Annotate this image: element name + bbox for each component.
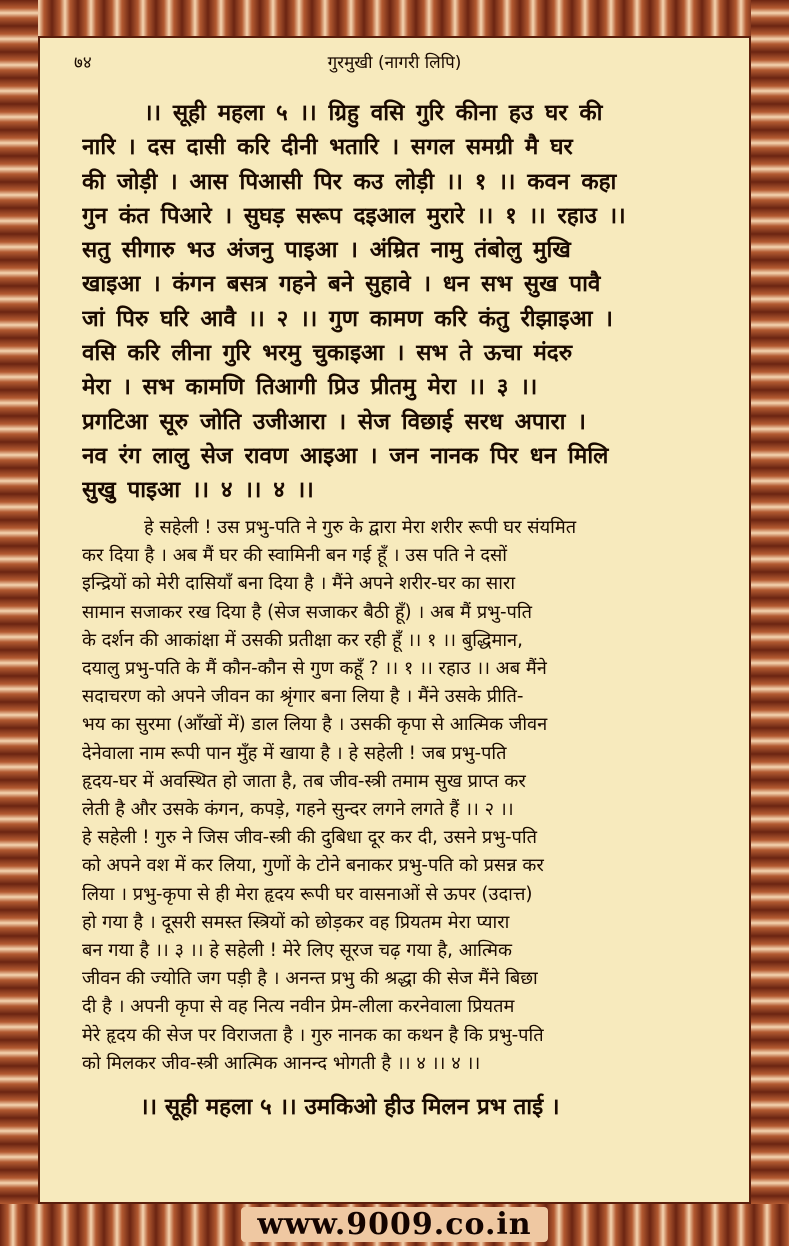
- page-header: [74, 50, 715, 78]
- next-verse-heading: ।। सूही महला ५ ।। उमकिओ हीउ मिलन प्रभ ताई ।: [140, 1094, 560, 1120]
- translation-line: कर दिया है । अब मैं घर की स्वामिनी बन गई हूँ । उस पति ने दसों: [82, 545, 508, 567]
- translation-line: दयालु प्रभु-पति के मैं कौन-कौन से गुण कहूँ ? ।। १ ।। रहाउ ।। अब मैंने: [82, 658, 547, 680]
- border-right-ornament: [751, 0, 789, 1246]
- translation-line: हे सहेली ! गुरु ने जिस जीव-स्त्री की दुबिधा दूर कर दी, उसने प्रभु-पति: [82, 827, 537, 849]
- translation-line: हे सहेली ! उस प्रभु-पति ने गुरु के द्वारा मेरा शरीर रूपी घर संयमित: [144, 517, 577, 538]
- border-top-ornament: [0, 0, 789, 36]
- translation-line: देनेवाला नाम रूपी पान मुँह में खाया है । हे सहेली ! जब प्रभु-पति: [82, 742, 507, 764]
- translation-line: के दर्शन की आकांक्षा में उसकी प्रतीक्षा कर रही हूँ ।। १ ।। बुद्धिमान,: [82, 629, 523, 651]
- verse-line: खाइआ । कंगन बसत्र गहने बने सुहावे । धन सभ सुख पावै: [82, 271, 601, 298]
- translation-line: लेती है और उसके कंगन, कपड़े, गहने सुन्दर लगने लगते हैं ।। २ ।।: [82, 799, 514, 821]
- verse-line: सतु सीगारु भउ अंजनु पाइआ । अंम्रित नामु तंबोलु मुखि: [82, 237, 571, 264]
- verse-line: गुन कंत पिआरे । सुघड़ सरूप दइआल मुरारे ।। १ ।। रहाउ ।।: [82, 202, 626, 229]
- footer-url-bar: [0, 1206, 789, 1244]
- page-number: ७४: [74, 53, 92, 73]
- verse-line: जां पिरु घरि आवै ।। २ ।। गुण कामण करि कंतु रीझाइआ ।: [82, 305, 613, 332]
- verse-line: ।। सूही महला ५ ।। ग्रिहु वसि गुरि कीना हउ घर की: [144, 100, 603, 126]
- hindi-translation: [82, 514, 725, 1078]
- translation-line: बन गया है ।। ३ ।। हे सहेली ! मेरे लिए सूरज चढ़ गया है, आत्मिक: [82, 940, 512, 962]
- verse-line: नव रंग लालु सेज रावण आइआ । जन नानक पिर धन मिलि: [82, 442, 609, 469]
- verse-line: सुखु पाइआ ।। ४ ।। ४ ।।: [82, 477, 314, 504]
- verse-line: वसि करि लीना गुरि भरमु चुकाइआ । सभ ते ऊचा मंदरु: [82, 340, 573, 367]
- scripture-page: [38, 36, 751, 1204]
- verse-line: मेरा । सभ कामणि तिआगी प्रिउ प्रीतमु मेरा ।। ३ ।।: [82, 374, 538, 401]
- footer-url[interactable]: www.9009.co.in: [241, 1207, 547, 1242]
- translation-line: लिया । प्रभु-कृपा से ही मेरा हृदय रूपी घर वासनाओं से ऊपर (उदात्त): [82, 883, 533, 905]
- translation-line: हो गया है । दूसरी समस्त स्त्रियों को छोड़कर वह प्रियतम मेरा प्यारा: [82, 911, 510, 933]
- translation-line: सदाचरण को अपने जीवन का श्रृंगार बना लिया है । मैंने उसके प्रीति-: [82, 686, 524, 708]
- verse-line: प्रगटिआ सूरु जोति उजीआरा । सेज विछाई सरध अपारा ।: [82, 408, 586, 435]
- translation-line: को मिलकर जीव-स्त्री आत्मिक आनन्द भोगती है ।। ४ ।। ४ ।।: [82, 1052, 481, 1074]
- translation-line: दी है । अपनी कृपा से वह नित्य नवीन प्रेम-लीला करनेवाला प्रियतम: [82, 996, 515, 1018]
- verse-line: नारि । दस दासी करि दीनी भतारि । सगल समग्री मै घर: [82, 134, 573, 161]
- translation-line: सामान सजाकर रख दिया है (सेज सजाकर बैठी हूँ) । अब मैं प्रभु-पति: [82, 601, 532, 623]
- running-title: गुरमुखी (नागरी लिपि): [327, 53, 462, 73]
- translation-line: मेरे हृदय की सेज पर विराजता है । गुरु नानक का कथन है कि प्रभु-पति: [82, 1024, 544, 1046]
- translation-line: इन्द्रियों को मेरी दासियाँ बना दिया है । मैंने अपने शरीर-घर का सारा: [82, 573, 516, 595]
- verse-line: की जोड़ी । आस पिआसी पिर कउ लोड़ी ।। १ ।। कवन कहा: [82, 168, 617, 195]
- translation-line: हृदय-घर में अवस्थित हो जाता है, तब जीव-स्त्री तमाम सुख प्राप्त कर: [82, 770, 526, 792]
- translation-line: भय का सुरमा (आँखों में) डाल लिया है । उसकी कृपा से आत्मिक जीवन: [82, 714, 548, 736]
- translation-line: को अपने वश में कर लिया, गुणों के टोने बनाकर प्रभु-पति को प्रसन्न कर: [82, 855, 544, 877]
- translation-line: जीवन की ज्योति जग पड़ी है । अनन्त प्रभु की श्रद्धा की सेज मैंने बिछा: [82, 968, 538, 990]
- border-left-ornament: [0, 0, 38, 1246]
- gurbani-verse: [82, 96, 725, 508]
